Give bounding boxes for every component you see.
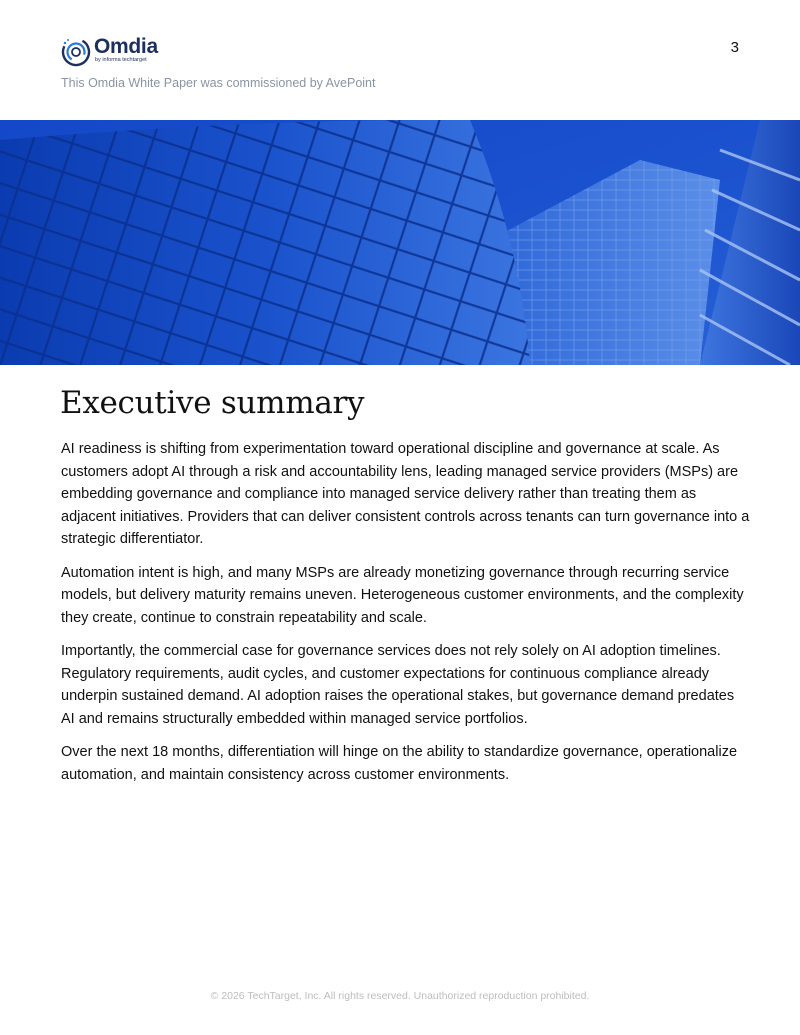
- hero-image: [0, 120, 800, 365]
- paragraph: Automation intent is high, and many MSPs are already monetizing governance through recurring service models, but delivery maturity remains uneven. Heterogeneous customer environments, and the complexity they create, continue to constrain repeatability and scale.: [61, 564, 744, 626]
- section-body: [61, 438, 751, 797]
- page-number: 3: [730, 39, 739, 56]
- paragraph: Importantly, the commercial case for governance services does not rely solely on AI adoption timelines. Regulatory requirements, audit cycles, and customer expectations for continuous compliance already underpin sustained demand. AI adoption raises the operational stakes, but governance demand predates AI and remains structurally embedded within managed service portfolios.: [61, 643, 735, 727]
- logo-subtext: by informa techtarget: [95, 57, 147, 63]
- paragraph: Over the next 18 months, differentiation will hinge on the ability to standardize governance, operationalize automation, and maintain consistency across customer environments.: [61, 744, 738, 783]
- paragraph: AI readiness is shifting from experimentation toward operational discipline and governance at scale. As customers adopt AI through a risk and accountability lens, leading managed service providers (MSPs) are embedding governance and compliance into managed service delivery rather than treating them as adjacent initiatives. Providers that can deliver consistent controls across tenants can turn governance into a strategic differentiator.: [61, 441, 750, 547]
- commission-note: This Omdia White Paper was commissioned by AvePoint: [61, 76, 376, 90]
- skyscraper-illustration: [0, 120, 800, 365]
- omdia-logo: [61, 36, 181, 68]
- omdia-logo-icon: [61, 37, 91, 67]
- footer-copyright: © 2026 TechTarget, Inc. All rights reserved. Unauthorized reproduction prohibited.: [210, 990, 590, 1002]
- section-title: Executive summary: [60, 385, 365, 421]
- logo-wordmark: Omdia: [94, 35, 158, 58]
